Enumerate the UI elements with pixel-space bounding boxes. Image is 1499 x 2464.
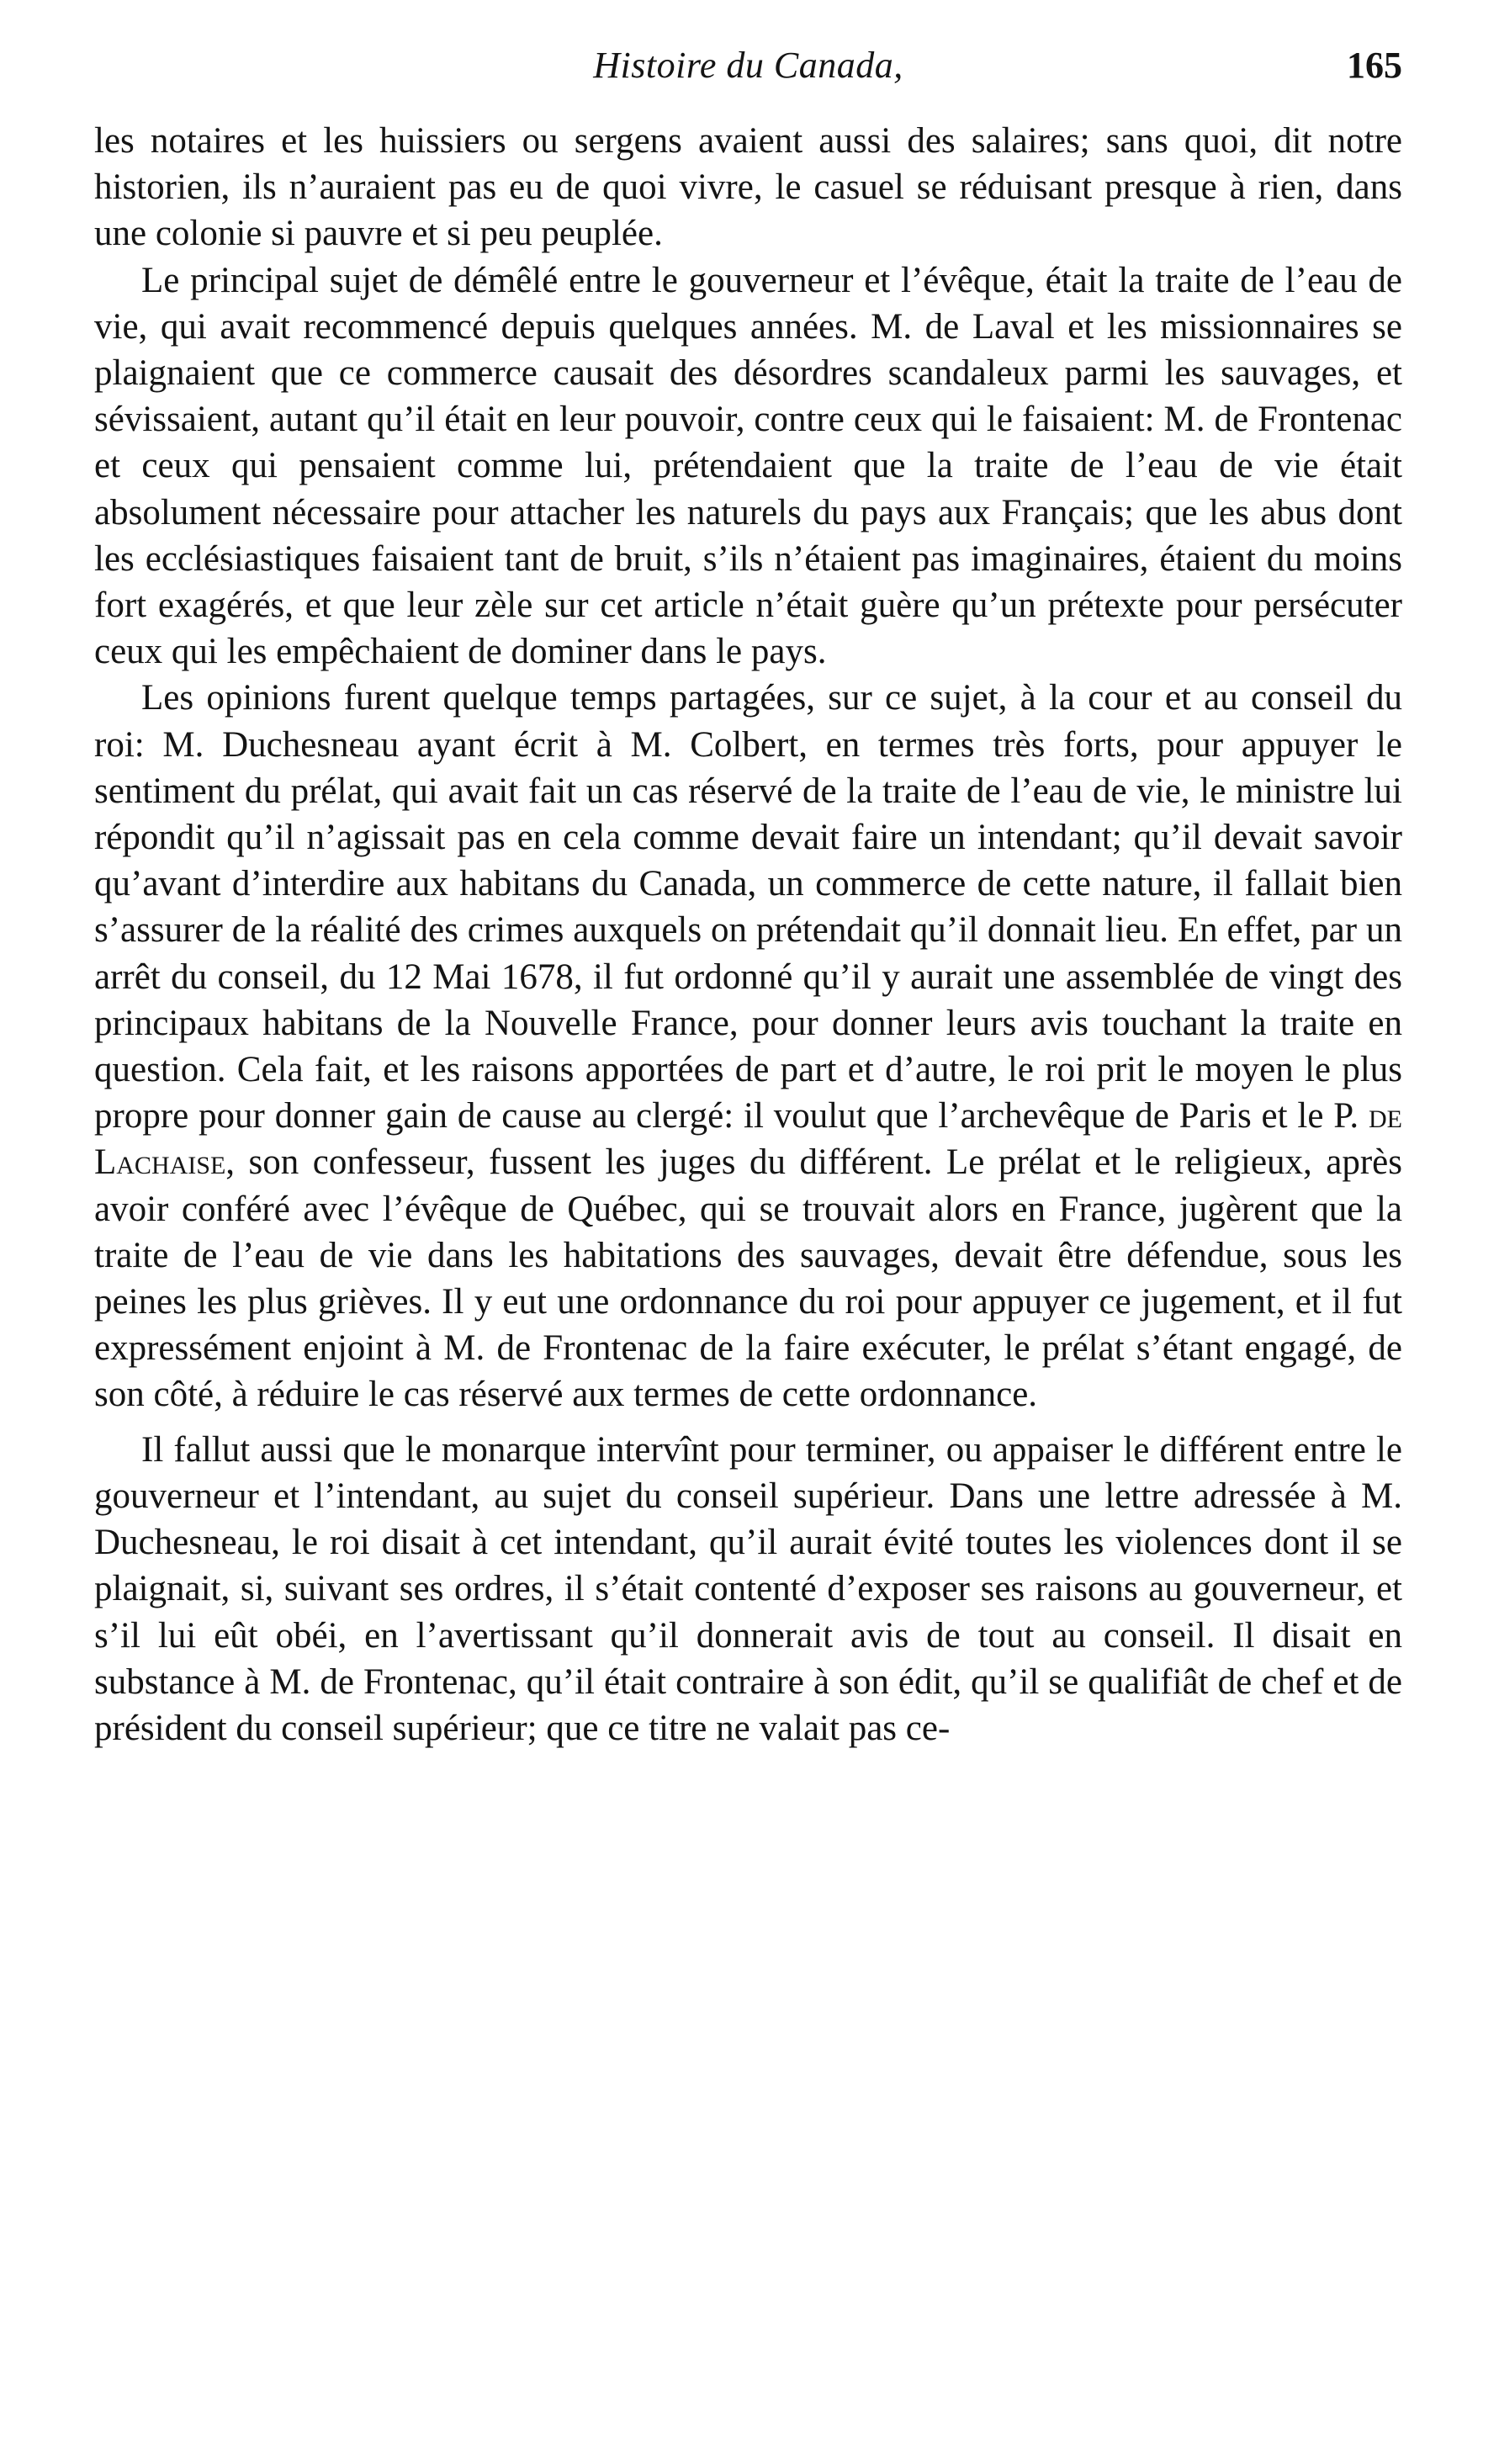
page-number: 165 [1347,45,1402,86]
person-name-lachaise: de Lachaise [94,1096,1402,1183]
paragraph-3-text-before: Les opinions furent quelque temps partagées, sur ce sujet, à la cour et au conseil du roi: M. Duchesneau ayant écrit à M. Colbert, en termes très forts, pour appuyer le sentiment du prélat, qui avait fait un cas réservé de la traite de l’eau de vie, le ministre lui répondit qu’il n’agissait pas en cela comme devait faire un intendant; qu’il devait savoir qu’avant d’interdire aux habitans du Canada, un commerce de cette nature, il fallait bien s’assurer de la réalité des crimes auxquels on prétendait qu’il donnait lieu. En effet, par un arrêt du conseil, du 12 Mai 1678, il fut ordonné qu’il y aurait une assemblée de vingt des principaux habitans de la Nouvelle France, pour donner leurs avis touchant la traite en question. Cela fait, et les raisons apportées de part et d’autre, le roi prit le moyen le plus propre pour donner gain de cause au clergé: il voulut que l’archevêque de Paris et le P. [94,678,1402,1137]
paragraph-3-text-after: , son confesseur, fussent les juges du différent. Le prélat et le religieux, après avoir conféré avec l’évêque de Québec, qui se trouvait alors en France, jugèrent que la traite de l’eau de vie dans les habitations des sauvages, devait être défendue, sous les peines les plus grièves. Il y eut une ordonnance du roi pour appuyer ce jugement, et il fut expressément enjoint à M. de Frontenac de la faire exécuter, le prélat s’étant engagé, de son côté, à réduire le cas réservé aux termes de cette ordonnance. [94,1142,1402,1415]
page-header [94,44,1402,99]
paragraph-4: Il fallut aussi que le monarque intervînt pour terminer, ou appaiser le différent entre le gouverneur et l’intendant, au sujet du conseil supérieur. Dans une lettre adressée à M. Duchesneau, le roi disait à cet intendant, qu’il aurait évité toutes les violences dont il se plaignait, si, suivant ses ordres, il s’était contenté d’exposer ses raisons au gouverneur, et s’il lui eût obéi, en l’avertissant qu’il donnerait avis de tout au conseil. Il disait en substance à M. de Frontenac, qu’il était contraire à son édit, qu’il se qualifiât de chef et de président du conseil supérieur; que ce titre ne valait pas ce- [94,1429,1402,1748]
body-text [94,118,1402,1751]
running-title: Histoire du Canada, [593,45,903,86]
paragraph-2: Le principal sujet de démêlé entre le gouverneur et l’évêque, était la traite de l’eau de vie, qui avait recommencé depuis quelques années. M. de Laval et les missionnaires se plaignaient que ce commerce causait des désordres scandaleux parmi les sauvages, et sévissaient, autant qu’il était en leur pouvoir, contre ceux qui le faisaient: M. de Frontenac et ceux qui pensaient comme lui, prétendaient que la traite de l’eau de vie était absolument nécessaire pour attacher les naturels du pays aux Français; que les abus dont les ecclésiastiques faisaient tant de bruit, s’ils n’étaient pas imaginaires, étaient du moins fort exagérés, et que leur zèle sur cet article n’était guère qu’un prétexte pour persécuter ceux qui les empêchaient de dominer dans le pays. [94,260,1402,672]
paragraph-3 [94,675,1402,1417]
paragraph-1: les notaires et les huissiers ou sergens avaient aussi des salaires; sans quoi, dit notre historien, ils n’auraient pas eu de quoi vivre, le casuel se réduisant presque à rien, dans une colonie si pauvre et si peu peuplée. [94,121,1402,254]
book-page [94,44,1402,1751]
